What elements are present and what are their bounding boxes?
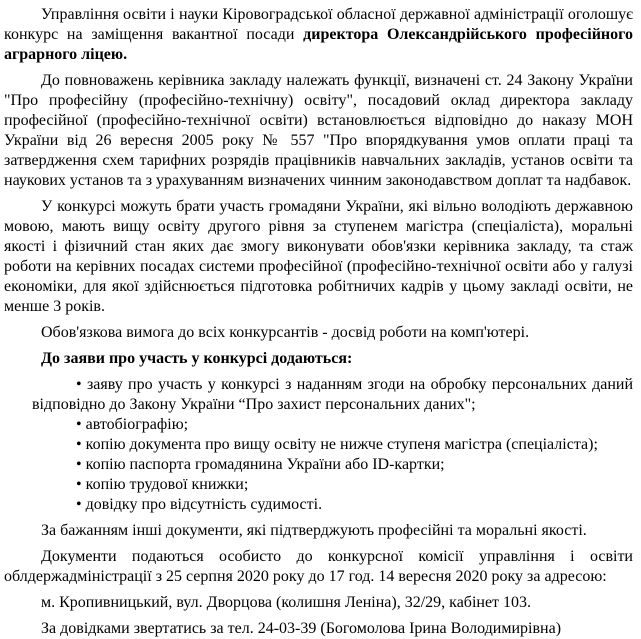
list-item-autobiography: • автобіографію; — [32, 415, 633, 435]
attachments-list — [4, 375, 633, 515]
list-item-education-copy: • копію документа про вищу освіту не нижче ступеня магістра (спеціаліста); — [32, 435, 633, 455]
list-item-passport-copy: • копію паспорта громадянина України або ID-картки; — [32, 455, 633, 475]
list-item-workbook-copy: • копію трудової книжки; — [32, 475, 633, 495]
paragraph-contact: За довідками звертатись за тел. 24-03-39 (Богомолова Ірина Володимирівна) — [41, 620, 562, 637]
attachments-heading: До заяви про участь у конкурсі додаються: — [41, 350, 353, 367]
paragraph-director-powers: До повноважень керівника закладу належать функції, визначені ст. 24 Закону України "Про професійну (професійно-технічну) освіту", посадовий оклад директора закладу професійної (професійно-технічної освіти) встановлюється відповідно до наказу МОН України від 26 вересня 2005 року № 557 "Про впорядкування умов оплати праці та затвердження схем тарифних розрядів працівників навчальних закладів, установ освіти та наукових установ та з урахуванням визначених чинним законодавством доплат та надбавок. — [4, 72, 633, 189]
paragraph-announcement — [4, 5, 633, 65]
paragraph-mandatory-requirement: Обов'язкова вимога до всіх конкурсантів - досвід роботи на комп'ютері. — [41, 324, 530, 341]
list-item-application: • заяву про участь у конкурсі з наданням згоди на обробку персональних даний відповідно до Закону України “Про захист персональних даних"; — [32, 375, 633, 415]
paragraph-optional-documents: За бажанням інші документи, які підтверджують професійні та моральні якості. — [41, 522, 587, 539]
paragraph-address: м. Кропивницький, вул. Дворцова (колишня Леніна), 32/29, кабінет 103. — [41, 594, 532, 611]
paragraph-submission-info: Документи подаються особисто до конкурсної комісії управління і освіти облдержадміністрації з 25 серпня 2020 року до 17 год. 14 вересня 2020 року за адресою: — [4, 548, 633, 585]
announcement-intro: Управління освіти і науки Кіровоградської обласної державної адміністрації оголошує конкурс на заміщення вакантної посади — [4, 6, 633, 43]
announcement-position-bold: директора Олександрійського професійного аграрного ліцею. — [4, 26, 634, 63]
list-item-criminal-record: • довідку про відсутність судимості. — [32, 495, 633, 515]
paragraph-eligibility: У конкурсі можуть брати участь громадяни України, які вільно володіють державною мовою, мають вищу освіту другого рівня за ступенем магістра (спеціаліста), моральні якості і фізичний стан яких дає змогу виконувати обов'язки керівника закладу, та стаж роботи на керівних посадах системи професійної (професійно-технічної освіти або у галузі економіки, для якої здійснюється підготовка робітничих кадрів у цьому закладі освіти, не менше 3 років. — [4, 198, 633, 315]
